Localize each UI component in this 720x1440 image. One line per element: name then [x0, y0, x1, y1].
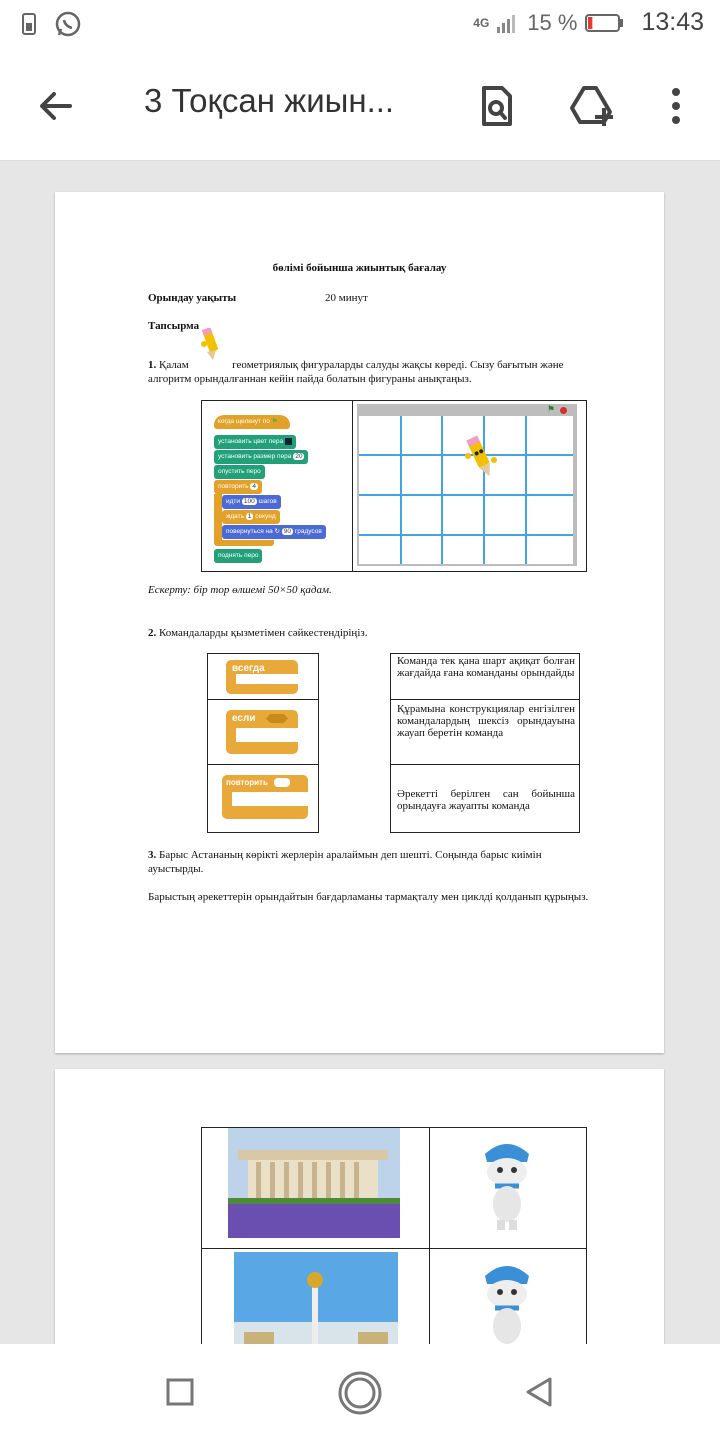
match-left-cell-1 — [207, 653, 319, 700]
baiterek-photo — [234, 1252, 398, 1344]
time-value: 20 минут — [325, 292, 368, 304]
q1-text-c: алгоритм орындалғаннан кейін пайда болатын фигураны анықтаңыз. — [148, 373, 472, 385]
match-desc-3: Әрекетті берілген сан бойынша орындауға жауапты команда — [397, 788, 575, 812]
battery-icon — [585, 13, 625, 33]
add-to-drive-icon[interactable] — [568, 82, 616, 130]
figure-divider — [352, 401, 353, 571]
count-slot — [274, 778, 290, 787]
repeat-block: повторить — [222, 775, 308, 819]
whatsapp-icon — [54, 10, 82, 38]
arrow-left-icon[interactable] — [36, 86, 76, 126]
color-swatch — [285, 438, 292, 445]
green-flag-icon: ⚑ — [271, 418, 278, 425]
stop-icon — [560, 407, 567, 414]
question-number: 1. — [148, 359, 157, 371]
question-2: 2. Командаларды қызметімен сәйкестендіріңіз. — [148, 627, 368, 639]
repeat-block: повторить 4 — [214, 480, 262, 494]
document-page-2 — [55, 1069, 664, 1344]
snow-leopard-mascot-icon — [467, 1256, 547, 1344]
document-page-1 — [55, 192, 664, 1053]
turn-block: повернуться на ↻ 90 градусов — [222, 525, 326, 539]
back-triangle-icon[interactable] — [524, 1376, 556, 1408]
sim-card-icon — [22, 13, 36, 35]
repeat-block-arm — [214, 494, 222, 544]
question-3-task: Барыстың әрекеттерін орындайтын бағдарламаны тармақталу мен циклді қолданып құрыңыз. — [148, 891, 589, 903]
pencil-sprite-icon — [191, 358, 229, 368]
snow-leopard-mascot-icon — [467, 1134, 547, 1234]
q1-text-b: геометриялық фигураларды салуды жақсы көреді. Сызу бағытын және — [232, 359, 564, 371]
stage-grid — [359, 416, 573, 564]
question-3: 3. Барыс Астананың көрікті жерлерін аралаймын деп шешті. Соңында барыс киімін ауыстырды. — [148, 849, 542, 875]
recents-square-icon[interactable] — [166, 1378, 194, 1406]
pen-size-block: установить размер пера 20 — [214, 450, 308, 464]
search-document-icon[interactable] — [472, 82, 520, 130]
match-desc-1: Команда тек қана шарт ақиқат болған жағдайда ғана команданы орындайды — [397, 655, 575, 679]
move-block: идти 100 шагов — [222, 495, 281, 509]
question-1 — [148, 358, 638, 386]
if-block: если — [226, 710, 298, 754]
scratch-stage — [357, 404, 577, 566]
green-flag-icon: ⚑ — [547, 404, 556, 414]
pen-up-block: поднять перо — [214, 549, 262, 563]
match-left-cell-3 — [207, 764, 319, 833]
event-block: когда щелкнут по ⚑ — [214, 415, 290, 429]
condition-slot — [266, 714, 288, 723]
more-vert-icon[interactable] — [656, 82, 696, 130]
palace-photo — [228, 1128, 400, 1238]
clock: 13:43 — [641, 8, 704, 36]
navigation-bar — [0, 1344, 720, 1440]
match-desc-2: Құрамына конструкциялар енгізілген командалардың шексіз орындауына жауап беретін команда — [397, 703, 575, 739]
document-title: 3 Тоқсан жиын... — [144, 82, 395, 119]
scratch-figure — [201, 400, 587, 572]
forever-block: всегда — [226, 660, 298, 694]
match-left-cell-2 — [207, 699, 319, 765]
time-label: Орындау уақыты — [148, 292, 237, 304]
repeat-block-end — [214, 540, 274, 546]
app-bar — [0, 50, 720, 161]
status-bar — [0, 0, 720, 50]
pen-color-block: установить цвет пера — [214, 435, 296, 449]
battery-percent: 15 % — [527, 9, 578, 35]
document-viewer[interactable] — [0, 161, 720, 1344]
q1-text-a: Қалам — [159, 359, 189, 371]
pencil-sprite-icon — [463, 434, 499, 482]
task-label: Тапсырма — [148, 320, 200, 332]
home-circle-icon[interactable] — [337, 1370, 383, 1416]
wait-block: ждать 1 секунд — [222, 510, 280, 524]
signal-icon — [497, 13, 519, 33]
network-type: 4G — [473, 15, 490, 30]
section-title: бөлімі бойынша жиынтық бағалау — [272, 262, 447, 274]
pen-down-block: опустить перо — [214, 465, 265, 479]
note: Ескерту: бір тор өлшемі 50×50 қадам. — [148, 584, 332, 596]
image-table — [201, 1127, 587, 1344]
